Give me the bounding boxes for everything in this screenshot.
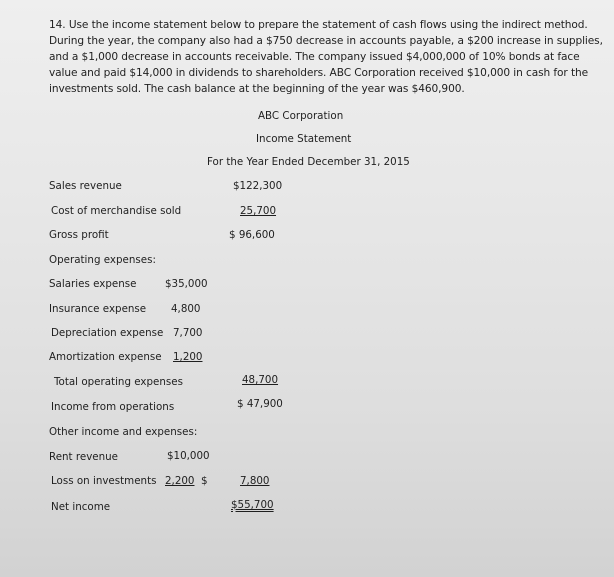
cost-of-merchandise-label: Cost of merchandise sold: [51, 205, 182, 217]
income-from-operations-label: Income from operations: [51, 401, 175, 413]
total-operating-expenses-amount: 48,700: [242, 374, 279, 386]
rent-revenue-label: Rent revenue: [49, 451, 119, 463]
sales-revenue-amount: $122,300: [233, 180, 283, 192]
loss-on-investments-currency: $: [201, 475, 208, 487]
company-name: ABC Corporation: [258, 110, 344, 122]
net-income-amount: $55,700: [231, 499, 274, 511]
income-from-operations-amount: $ 47,900: [237, 398, 283, 410]
expense-label: Salaries expense: [49, 278, 137, 290]
other-income-heading: Other income and expenses:: [49, 426, 198, 438]
gross-profit-amount: $ 96,600: [229, 229, 275, 241]
operating-expenses-heading: Operating expenses:: [49, 254, 156, 266]
expense-label: Amortization expense: [49, 351, 162, 363]
question-line: During the year, the company also had a $750 decrease in accounts payable, a $200 increase in supplies,: [49, 34, 603, 47]
question-line: and a $1,000 decrease in accounts receivable. The company issued $4,000,000 of 10% bonds at face: [49, 50, 580, 63]
loss-on-investments-label: Loss on investments: [51, 475, 157, 487]
net-income-label: Net income: [51, 501, 111, 513]
expense-amount: 7,700: [173, 327, 203, 339]
loss-on-investments-amount: 2,200: [165, 475, 195, 487]
question-line: 14. Use the income statement below to prepare the statement of cash flows using the indirect method.: [49, 19, 588, 31]
expense-amount: 1,200: [173, 351, 203, 363]
net-other-income-amount: 7,800: [240, 475, 270, 487]
gross-profit-label: Gross profit: [49, 229, 109, 241]
total-operating-expenses-label: Total operating expenses: [54, 376, 183, 388]
statement-period: For the Year Ended December 31, 2015: [207, 156, 410, 168]
statement-title: Income Statement: [256, 133, 352, 145]
expense-amount: $35,000: [165, 278, 208, 290]
expense-label: Depreciation expense: [51, 327, 164, 339]
question-line: investments sold. The cash balance at the beginning of the year was $460,900.: [49, 82, 465, 95]
rent-revenue-amount: $10,000: [167, 450, 210, 462]
sales-revenue-label: Sales revenue: [49, 180, 122, 192]
question-line: value and paid $14,000 in dividends to shareholders. ABC Corporation received $10,000 in cash for the: [49, 66, 589, 79]
cost-of-merchandise-amount: 25,700: [240, 205, 277, 217]
expense-amount: 4,800: [171, 303, 201, 315]
expense-label: Insurance expense: [49, 303, 147, 315]
question-text: [49, 18, 603, 98]
